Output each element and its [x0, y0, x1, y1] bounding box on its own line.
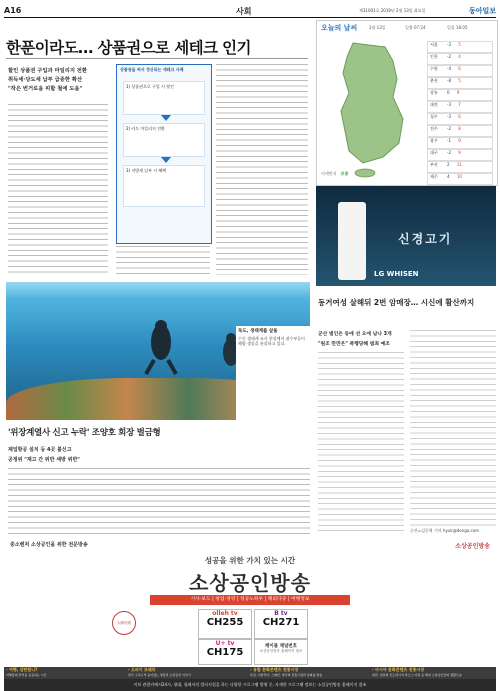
infobox-arrow-2 — [161, 157, 171, 163]
page-number: A16 — [4, 6, 22, 15]
lead-headline: 한푼이라도… 상품권으로 세테크 인기 — [6, 39, 251, 57]
city-forecast: 대구 -2 9 — [427, 149, 493, 161]
city-forecast: 전주 -2 8 — [427, 125, 493, 137]
section-name: 사회 — [236, 7, 252, 16]
weather-title: 오늘의 날씨 — [321, 24, 358, 32]
air-conditioner-shape — [338, 202, 366, 280]
infobox-title: 상품권을 써서 정산되는 세테크 사례 — [120, 67, 184, 72]
murder-body-col-1 — [318, 352, 404, 534]
ad-logo: 소상공인방송 — [455, 543, 490, 550]
conglomerate-headline: '위장계열사 신고 누락' 조양호 회장 벌금형 — [8, 428, 161, 438]
ad-brand-text: 신경고기 — [398, 232, 453, 246]
footer-section: - 오피이 보쉐리 한국 구석구석 숨어있는 명물과 소상공인 이야기 — [128, 667, 191, 677]
ad-bottom-line: 이보 관람카에서24시, 평대, 필레서의 엄터사업을 하는 다양한 프로그램 방영 중, 자세한 프로그램 정보는 소상공인방송 홈페이지 참조 — [133, 682, 367, 687]
cable-label: 케이블 채널번호 — [265, 644, 297, 649]
dust-label: 미세먼지 — [321, 171, 337, 176]
jeju-island-shape — [355, 169, 375, 177]
footer-section: - 유럽 문화콘텐츠 전통시장 특집, 이탈리아, 스페인, 영국의 전통시장과 문화를 방송 — [250, 667, 323, 677]
lead-sub-2: 취득세·당도세 납부 급증한 확산 — [8, 77, 83, 83]
lead-sub-3: "작은 번거로움 피할 철에 도움" — [8, 86, 83, 92]
diver-figure — [126, 316, 196, 376]
dust-indicator — [321, 171, 348, 177]
dust-level: 보통 — [340, 171, 349, 176]
lead-subheads — [8, 67, 108, 94]
cable-channel-box — [254, 639, 308, 665]
city-forecast: 청주 -3 6 — [427, 113, 493, 125]
city-forecast: 광주 -1 9 — [427, 137, 493, 149]
city-forecast: 강릉 0 9 — [427, 89, 493, 101]
murder-body-col-2 — [410, 330, 496, 526]
paper-name: 동아일보 — [468, 7, 496, 15]
ad-tagline: 성공을 위한 가치 있는 시간 — [204, 556, 296, 565]
water-surface — [6, 282, 310, 298]
footer-section: - 여행, 감탄합니? 여해들의 추억을 공유하는 시간 — [6, 667, 47, 677]
murder-sub-1: 군산 범인은 동에 선 오에 남나 3개 — [318, 332, 392, 337]
city-forecast-grid — [427, 41, 493, 185]
photo-caption — [236, 326, 310, 420]
infobox-row-2: 2) 카드 마일리지 전환 — [123, 123, 205, 157]
lead-sub-1: 할인 상품권 구입과 마일리지 전환 — [8, 68, 88, 74]
infobox-row-3: 3) 지방세 납부 시 혜택 — [123, 165, 205, 207]
city-forecast: 인천 -2 4 — [427, 53, 493, 65]
weather-panel — [316, 20, 498, 186]
conglomerate-sub-2: 공정위 "재고 간 위반 세방 위반" — [8, 457, 80, 463]
footer-section: - 아시아 문화콘텐츠 전통시장 대만, 일본의 인도네시아 라오스 다큐 등 해외 소상공인들의 생활모습 — [372, 667, 462, 677]
lead-infobox — [116, 64, 212, 244]
city-forecast: 수원 -4 6 — [427, 65, 493, 77]
murder-headline: 동거여성 살해뒤 2번 암매장… 시신에 활산까지 — [318, 298, 475, 307]
headline-rule — [6, 58, 308, 59]
infobox-row-1: 1) 상품권으로 구입 시 할인 — [123, 81, 205, 115]
cable-desc: 소상공인방송 홈페이지 참조 — [259, 649, 303, 653]
ad-genres: 시사·보도 | 창업·경영 | 성공노하우 | 해외다큐 | 여행정보 — [190, 597, 310, 602]
ad-footer-row — [4, 667, 496, 679]
ad-genre-bar — [150, 595, 350, 605]
city-forecast: 부산 2 11 — [427, 161, 493, 173]
ad-bottom-strip — [4, 679, 496, 691]
caption-text: 수중 생태계 조사 현장에서 잠수부들이 해양 생물을 관찰하고 있다. — [238, 336, 305, 346]
lead-body-col-1 — [8, 104, 108, 275]
lead-body-col-2 — [116, 246, 210, 275]
city-forecast: 제주 4 10 — [427, 173, 493, 185]
channel-btv: B tv CH271 — [254, 609, 308, 639]
city-forecast: 서울 -3 5 — [427, 41, 493, 53]
conglomerate-body — [8, 468, 310, 534]
caption-title: 독도, 생태계를 살돌 — [238, 329, 278, 334]
lead-body-col-3 — [216, 64, 308, 275]
channel-olleh: olleh tv CH255 — [198, 609, 252, 639]
sbiz-ad — [4, 541, 496, 691]
whisen-ad — [316, 186, 496, 286]
sponsor-logo: LG WHISEN — [374, 270, 419, 278]
murder-sub-2: "원조 만만은" 폭행당해 범죄 예조 — [318, 342, 390, 347]
sunset-time: 일몰 18:05 — [447, 25, 468, 30]
ad-title: 소상공인방송 — [189, 571, 311, 595]
stamp-text: 大韓民國 — [117, 621, 131, 625]
sunrise-time: 일출 07:24 — [405, 25, 426, 30]
weather-map — [323, 39, 423, 179]
korea-map-shape — [341, 43, 403, 163]
ad-top-label: 중소벤처 소상공인을 위한 전문방송 — [10, 542, 88, 548]
stamp-badge — [112, 611, 136, 635]
masthead — [4, 4, 496, 18]
city-forecast: 대전 -3 7 — [427, 101, 493, 113]
conglomerate-sub-1: 제일항공 설치 등 4곳 불신고 — [8, 447, 72, 453]
issue-info: 제31001호 2019년 2월 13일 화요일 — [359, 8, 426, 13]
murder-byline: 군산=김동혁 기자 hyuk@donga.com — [410, 528, 480, 533]
city-forecast: 춘천 -8 5 — [427, 77, 493, 89]
weather-date: 2월 13일 — [369, 25, 386, 30]
infobox-arrow-1 — [161, 115, 171, 121]
channel-uplus: U+ tv CH175 — [198, 639, 252, 665]
masthead-rule — [4, 17, 496, 18]
